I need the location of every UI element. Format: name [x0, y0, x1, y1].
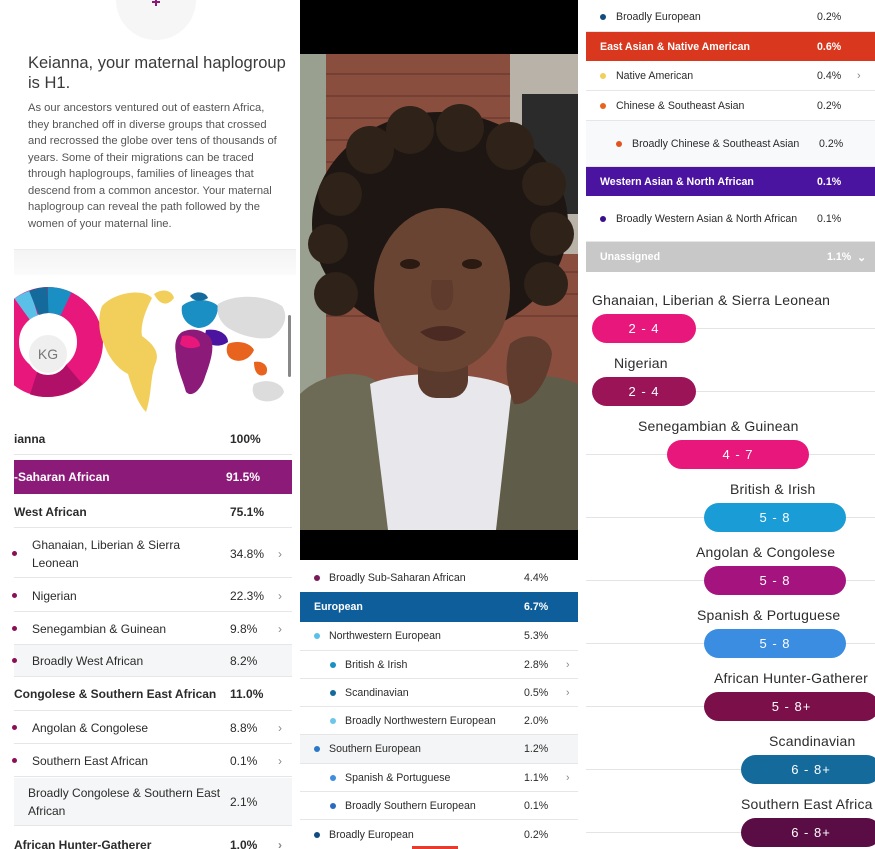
row-percent: 8.2% [230, 653, 258, 668]
row-name: Western Asian & North African [600, 175, 754, 188]
table-row[interactable] [586, 196, 875, 242]
timeline-pill[interactable]: 5 - 8 [704, 629, 846, 658]
row-percent: 4.4% [524, 572, 549, 584]
timeline-pill[interactable]: 5 - 8+ [704, 692, 875, 721]
row-name: Broadly Western Asian & North African [616, 212, 798, 225]
chevron-right-icon[interactable]: › [278, 838, 282, 849]
row-percent: 0.1% [524, 799, 549, 812]
chevron-right-icon[interactable]: › [278, 753, 282, 768]
chevron-down-icon[interactable]: ⌄ [857, 251, 867, 264]
timeline-label: African Hunter-Gatherer [714, 670, 868, 686]
table-row-header[interactable] [586, 167, 875, 196]
chevron-right-icon[interactable]: › [278, 621, 282, 636]
timeline-pill[interactable]: 6 - 8+ [741, 755, 875, 784]
table-row[interactable] [14, 645, 292, 677]
row-name: Broadly Southern European [345, 799, 476, 812]
timeline-label: Senegambian & Guinean [638, 418, 799, 434]
photo-and-breakdown-panel [300, 0, 578, 849]
row-percent: 1.2% [524, 743, 549, 755]
timeline-pill[interactable]: 2 - 4 [592, 314, 696, 343]
table-row[interactable] [300, 679, 578, 707]
timeline-label: Nigerian [614, 355, 668, 371]
color-dot [600, 14, 606, 20]
timeline-label: Ghanaian, Liberian & Sierra Leonean [592, 292, 831, 308]
table-row-header[interactable] [14, 460, 292, 494]
table-row[interactable] [300, 764, 578, 792]
color-dot [330, 775, 336, 781]
table-row-header[interactable] [586, 242, 875, 272]
color-dot [12, 593, 17, 598]
row-percent: 11.0% [230, 687, 264, 701]
row-percent: 0.2% [817, 10, 842, 23]
haplogroup-logo [116, 0, 196, 40]
timeline-label: Southern East Africa [741, 796, 873, 812]
table-row-header[interactable] [586, 32, 875, 61]
row-percent: 22.3% [230, 588, 265, 603]
table-row[interactable] [14, 712, 292, 744]
row-name: ianna [14, 432, 46, 446]
row-name: Broadly Congolese & Southern East African [28, 785, 221, 818]
color-dot [330, 690, 336, 696]
table-row[interactable] [300, 792, 578, 820]
venus-icon [128, 0, 184, 10]
row-percent: 0.2% [817, 99, 842, 112]
table-row[interactable] [300, 564, 578, 593]
row-percent: 0.1% [817, 212, 842, 225]
row-percent: 1.1% [827, 251, 852, 263]
row-percent: 6.7% [524, 601, 549, 613]
row-name: Chinese & Southeast Asian [616, 99, 745, 112]
row-percent: 0.2% [819, 137, 844, 150]
row-percent: 0.6% [817, 40, 842, 53]
chevron-right-icon[interactable]: › [566, 771, 570, 784]
row-percent: 0.2% [524, 828, 549, 841]
photo-letterbox-top [300, 0, 578, 54]
row-name: Ghanaian, Liberian & Sierra Leonean [32, 537, 181, 570]
row-name: Broadly Northwestern European [345, 714, 496, 727]
timeline-label: British & Irish [730, 481, 816, 497]
chevron-right-icon[interactable]: › [278, 720, 282, 735]
row-name: -Saharan African [14, 470, 110, 484]
table-row[interactable] [14, 424, 292, 455]
ancestry-map[interactable] [14, 284, 292, 420]
table-row[interactable] [300, 707, 578, 735]
timeline-pill[interactable]: 2 - 4 [592, 377, 696, 406]
color-dot [12, 658, 17, 663]
row-name: African Hunter-Gatherer [14, 838, 152, 849]
row-percent: 2.0% [524, 714, 549, 727]
timeline-label: Spanish & Portuguese [697, 607, 841, 623]
row-name: Scandinavian [345, 686, 409, 699]
table-row[interactable] [14, 530, 292, 578]
color-dot [600, 103, 606, 109]
color-dot [600, 73, 606, 79]
timeline-pill[interactable]: 5 - 8 [704, 503, 846, 532]
color-dot [12, 626, 17, 631]
row-percent: 8.8% [230, 720, 258, 735]
color-dot [12, 551, 17, 556]
timeline-pill[interactable]: 5 - 8 [704, 566, 846, 595]
row-percent: 2.8% [524, 658, 549, 671]
haplogroup-title: Keianna, your maternal haplogroup is H1. [28, 54, 286, 92]
table-row[interactable] [586, 91, 875, 121]
row-name: British & Irish [345, 658, 408, 671]
row-name: Congolese & Southern East African [14, 687, 217, 701]
row-percent: 100% [230, 432, 261, 446]
row-percent: 34.8% [230, 546, 265, 561]
table-row[interactable] [300, 820, 578, 849]
haplogroup-description: As our ancestors ventured out of eastern Africa, they branched off in diverse groups that crossed and recrossed the globe over tens of thousands of years. Some of their migrations can be traced through haplogroups, families of lineages that descend from a common ancestor. Your maternal haplogroup can reveal the path followed by the women of your maternal line. [28, 102, 277, 230]
row-name: Broadly Sub-Saharan African [329, 572, 466, 584]
avatar: KG [37, 346, 59, 362]
breakdown-and-timeline-panel [586, 0, 875, 849]
table-row[interactable] [14, 580, 292, 612]
color-dot [600, 216, 606, 222]
row-name: Northwestern European [329, 630, 441, 642]
color-dot [330, 718, 336, 724]
row-percent: 91.5% [226, 470, 261, 484]
row-name: West African [14, 504, 87, 519]
row-percent: 1.1% [524, 771, 549, 784]
row-name: Senegambian & Guinean [32, 621, 167, 636]
timeline-pill[interactable]: 4 - 7 [667, 440, 809, 469]
row-percent: 75.1% [230, 504, 265, 519]
row-percent: 2.1% [230, 794, 258, 809]
row-name: Broadly West African [32, 653, 144, 668]
row-name: Broadly European [616, 10, 701, 23]
timeline-pill[interactable]: 6 - 8+ [741, 818, 875, 847]
row-name: Unassigned [600, 251, 661, 263]
row-percent: 1.0% [230, 838, 258, 849]
row-name: East Asian & Native American [600, 40, 750, 53]
row-name: Broadly European [329, 828, 414, 841]
row-percent: 0.4% [817, 69, 842, 82]
table-row[interactable] [14, 830, 292, 849]
row-name: Nigerian [32, 588, 77, 603]
table-row[interactable] [14, 613, 292, 645]
table-row[interactable] [14, 496, 292, 528]
chevron-right-icon[interactable]: › [278, 588, 282, 603]
table-row[interactable] [14, 678, 292, 711]
scrollbar-thumb[interactable] [288, 315, 291, 377]
color-dot [330, 662, 336, 668]
timeline-label: Angolan & Congolese [696, 544, 836, 560]
ancestry-donut-chart[interactable] [14, 288, 102, 396]
table-row[interactable] [300, 735, 578, 764]
chevron-right-icon[interactable]: › [566, 658, 570, 671]
row-name: Southern East African [32, 753, 149, 768]
section-divider [14, 249, 296, 275]
table-row[interactable] [586, 2, 875, 32]
table-row[interactable] [586, 61, 875, 91]
table-row-header[interactable] [300, 592, 578, 622]
row-name: Southern European [329, 743, 421, 755]
row-name: Broadly Chinese & Southeast Asian [632, 137, 800, 150]
chevron-right-icon[interactable]: › [278, 546, 282, 561]
color-dot [314, 575, 320, 581]
table-row[interactable] [300, 622, 578, 651]
color-dot [314, 633, 320, 639]
table-row[interactable] [14, 778, 292, 826]
color-dot [314, 832, 320, 838]
table-row[interactable] [300, 651, 578, 679]
color-dot [12, 725, 17, 730]
color-dot [616, 141, 622, 147]
chevron-right-icon[interactable]: › [566, 686, 570, 699]
chevron-right-icon[interactable]: › [857, 69, 861, 82]
selfie-photo [300, 54, 578, 530]
row-percent: 0.1% [817, 175, 842, 188]
row-name: Angolan & Congolese [32, 720, 149, 735]
row-name: Native American [616, 69, 694, 82]
row-percent: 0.1% [230, 753, 258, 768]
row-percent: 0.5% [524, 686, 549, 699]
haplogroup-panel [0, 0, 296, 849]
table-row[interactable] [14, 745, 292, 777]
table-row[interactable] [586, 121, 875, 167]
color-dot [330, 803, 336, 809]
timeline-label: Scandinavian [769, 733, 856, 749]
row-percent: 9.8% [230, 621, 258, 636]
row-name: Spanish & Portuguese [345, 771, 451, 784]
color-dot [314, 746, 320, 752]
row-name: European [314, 601, 363, 613]
photo-letterbox-bottom [300, 530, 578, 560]
row-percent: 5.3% [524, 630, 549, 642]
color-dot [12, 758, 17, 763]
